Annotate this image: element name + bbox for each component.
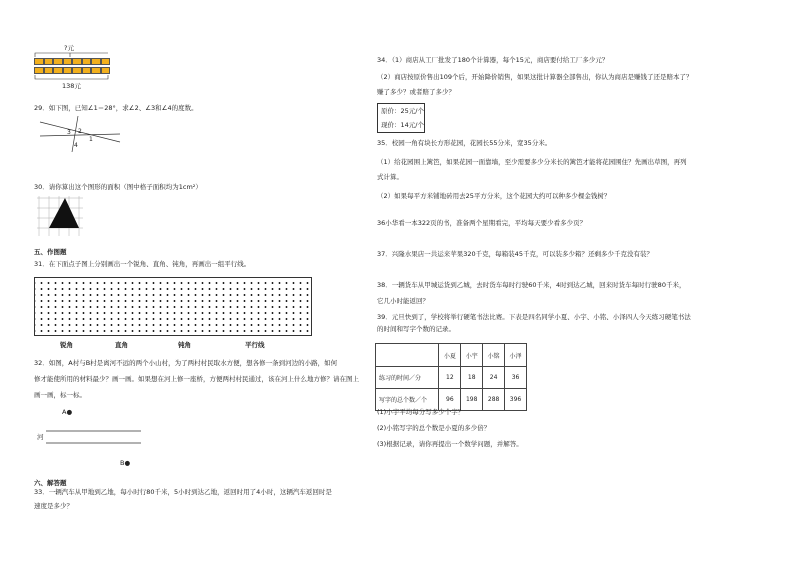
q34-price-box	[377, 103, 425, 133]
bar-brace-top	[34, 50, 110, 58]
q37-text: 37．兴隆水果店一共运来苹果320千克，每箱装45千克，可以装多少箱？还剩多少千克没有装？	[377, 250, 653, 258]
bar-row-1	[34, 58, 110, 65]
bar-bottom-label: 138元	[62, 82, 81, 90]
q35-text-4: （2）如果每平方米铺地砖用去25平方分米，这个花园大约可以种多少棵金钱树？	[377, 192, 611, 200]
q32-text-1: 32．如图，A村与B村是离河不远的两个小山村，为了两村村民取水方便，想各修一条到河边的小路，如何	[34, 359, 338, 367]
q34-original-price: 原价：25元/个	[381, 107, 424, 115]
q31-label-obtuse: 钝角	[178, 341, 191, 349]
q35-text-3: 式计算。	[377, 173, 403, 181]
q38-text-1: 38．一辆货车从甲城运货到乙城，去时货车每时行驶60千米，4时到达乙城，回来时货车每时行驶80千米，	[377, 281, 686, 289]
table-row: 练习的时间／分 12 18 24 36	[376, 367, 527, 389]
q32-text-3: 画一画，标一标。	[34, 391, 86, 399]
q32-text-2: 修才能使所用的材料最少？画一画。如果想在河上修一座桥，方便两村村民通过，该在河上什么地方修？请在图上	[34, 375, 359, 383]
q35-text-1: 35．校园一角有块长方形花园，花园长55分米，宽35分米。	[377, 139, 552, 147]
section6-title: 六、解答题	[34, 479, 67, 487]
section5-title: 五、作图题	[34, 248, 67, 256]
q38-text-2: 它几小时能返回？	[377, 297, 429, 305]
q31-label-parallel: 平行线	[245, 341, 265, 349]
village-a: A●	[62, 408, 73, 416]
q29-label-3: 3	[67, 129, 71, 136]
q30-triangle	[49, 198, 79, 228]
q33-text-1: 33．一辆汽车从甲地到乙地，每小时行80千米，5小时到达乙地，返回时用了4小时，这辆汽车返回时是	[34, 488, 332, 496]
q39-sub-1: (1)小宇平均每分写多少个字？	[377, 408, 465, 416]
q39-sub-3: (3)根据记录，请你再提出一个数学问题，并解答。	[377, 440, 523, 448]
q29-text: 29．如下图，已知∠1＝28°，求∠2、∠3和∠4的度数。	[34, 104, 198, 112]
q35-text-2: （1）给花园围上篱笆，如果花园一面靠墙，至少需要多少分米长的篱笆才能将花园围住？先画出草图，再列	[377, 158, 687, 166]
q29-angle-figure	[34, 114, 124, 154]
q31-label-acute: 锐角	[60, 341, 73, 349]
river-label: 河	[37, 433, 44, 441]
village-b: B●	[120, 459, 131, 467]
bar-brace-bottom	[34, 75, 110, 81]
q36-text: 36小华看一本322页的书，准备两个星期看完，平均每天要少看多少页？	[377, 219, 587, 227]
q33-text-2: 速度是多少？	[34, 502, 73, 510]
q29-label-2: 2	[78, 128, 82, 135]
q39-table	[375, 343, 527, 411]
bar-top-label: ?元	[64, 44, 74, 52]
q30-grid-figure	[36, 194, 86, 238]
table-row: 小夏 小宇 小铭 小泽	[376, 344, 527, 367]
q39-text-1: 39．元旦快到了，学校将举行硬笔书法比赛。下表是四名同学小夏、小宇、小铭、小泽四人今天练习硬笔书法	[377, 313, 691, 321]
bar-diagram	[34, 44, 110, 94]
river-lines	[46, 429, 142, 447]
q31-dot-grid	[34, 277, 312, 336]
bar-row-2	[34, 67, 110, 74]
table-row: 写字的总个数／个 96 198 288 396	[376, 389, 527, 411]
q29-label-4: 4	[74, 142, 78, 149]
q34-current-price: 现价：14元/个	[381, 121, 424, 129]
q34-text-1: 34．（1）商店从工厂批发了180个计算器，每个15元，商店要付给工厂多少元？	[377, 56, 609, 64]
q30-text: 30．请你算出这个图形的面积（图中格子面积均为1cm²）	[34, 183, 202, 191]
q31-label-right: 直角	[115, 341, 128, 349]
q34-text-2: （2）商店按原价售出109个后，开始降价销售，如果这批计算器全部售出，你认为商店是赚钱了还是赔本了？	[377, 73, 693, 81]
q39-sub-2: (2)小铭写字的总个数是小夏的多少倍？	[377, 424, 491, 432]
q34-text-3: 赚了多少？或者赔了多少？	[377, 88, 455, 96]
q39-text-2: 的时间和写字个数的记录。	[377, 325, 455, 333]
q29-label-1: 1	[89, 136, 93, 143]
q31-text: 31．在下面点子图上分别画出一个锐角、直角、钝角，再画出一组平行线。	[34, 260, 251, 268]
